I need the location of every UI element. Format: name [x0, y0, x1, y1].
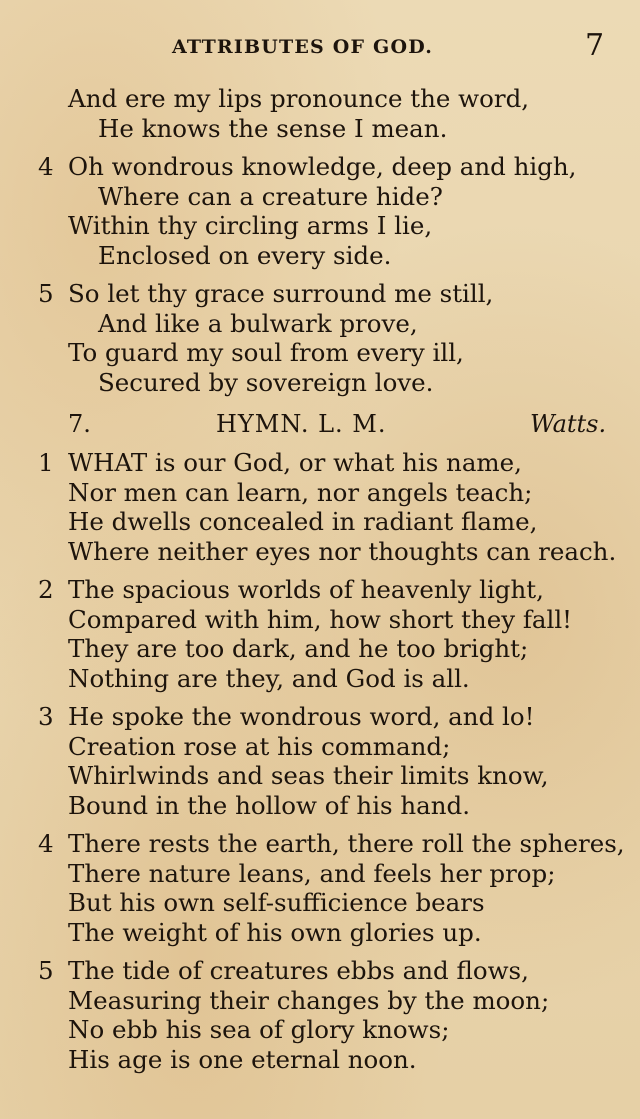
verse-text: Enclosed on every side. [98, 240, 392, 270]
verse-line [38, 918, 628, 948]
stanza-number: 5 [38, 956, 54, 985]
verse-line [38, 791, 628, 821]
verse-text: Where neither eyes nor thoughts can reach. [68, 536, 617, 566]
verse-line [38, 1015, 628, 1045]
verse-line [38, 338, 628, 368]
verse-line [38, 507, 628, 537]
running-head [0, 30, 640, 64]
stanza [38, 829, 628, 947]
verse-line [38, 448, 628, 478]
verse-text: Within thy circling arms I lie, [68, 211, 433, 240]
verse-line [38, 575, 628, 605]
verse-text: The tide of creatures ebbs and flows, [68, 956, 529, 985]
verse-text: Nothing are they, and God is all. [68, 663, 470, 693]
verse-line [38, 986, 628, 1016]
verse-text: No ebb his sea of glory knows; [68, 1015, 450, 1044]
verse-line [38, 152, 628, 182]
verse-line [38, 211, 628, 241]
verse-line [38, 309, 628, 339]
stanza-number: 1 [38, 448, 54, 477]
hymn-title: HYMN. L. M. [216, 410, 387, 438]
verse-line [38, 956, 628, 986]
verse-line [38, 279, 628, 309]
stanza [38, 84, 628, 143]
verse-text: Where can a creature hide? [98, 181, 443, 211]
verse-text: Nor men can learn, nor angels teach; [68, 477, 533, 507]
verse-text: He knows the sense I mean. [98, 113, 448, 143]
verse-text: He spoke the wondrous word, and lo! [68, 702, 535, 731]
verse-line [38, 241, 628, 271]
verse-text: And ere my lips pronounce the word, [68, 84, 530, 113]
verse-line [38, 664, 628, 694]
stanza-number: 4 [38, 152, 54, 181]
verse-text: Whirlwinds and seas their limits know, [68, 761, 549, 790]
stanza [38, 279, 628, 397]
stanza [38, 956, 628, 1074]
verse-text: They are too dark, and he too bright; [68, 634, 529, 663]
verse-line [38, 634, 628, 664]
verse-line [38, 888, 628, 918]
verse-text: Bound in the hollow of his hand. [68, 790, 471, 820]
verse-line [38, 114, 628, 144]
verse-line [38, 1045, 628, 1075]
verse-line [38, 182, 628, 212]
verse-line [38, 702, 628, 732]
verse-line [38, 732, 628, 762]
verse-line [38, 84, 628, 114]
verse-text: To guard my soul from every ill, [68, 338, 464, 367]
hymn-heading [38, 402, 628, 448]
page-number: 7 [585, 28, 605, 63]
hymn-stanzas [38, 448, 628, 1074]
verse-text: There nature leans, and feels her prop; [68, 858, 556, 888]
verse-text: His age is one eternal noon. [68, 1044, 417, 1074]
verse-text: Oh wondrous knowledge, deep and high, [68, 152, 577, 181]
stanza [38, 702, 628, 820]
verse-text: But his own self-sufficience bears [68, 888, 485, 917]
verse-line [38, 829, 628, 859]
stanza [38, 448, 628, 566]
verse-text: So let thy grace surround me still, [68, 279, 494, 308]
verse-text: There rests the earth, there roll the spheres, [68, 829, 625, 858]
continued-hymn [38, 84, 628, 406]
verse-line [38, 761, 628, 791]
verse-text: WHAT is our God, or what his name, [68, 448, 522, 477]
verse-line [38, 478, 628, 508]
verse-line [38, 368, 628, 398]
running-title: ATTRIBUTES OF GOD. [172, 36, 434, 58]
verse-text: Measuring their changes by the moon; [68, 985, 550, 1015]
verse-text: And like a bulwark prove, [98, 308, 418, 338]
verse-text: Creation rose at his command; [68, 731, 451, 761]
verse-line [38, 537, 628, 567]
hymn-author: Watts. [530, 410, 607, 438]
stanza-number: 2 [38, 575, 54, 604]
verse-text: The weight of his own glories up. [68, 917, 482, 947]
stanza-number: 5 [38, 279, 54, 308]
stanza-number: 4 [38, 829, 54, 858]
verse-text: The spacious worlds of heavenly light, [68, 575, 544, 604]
verse-text: He dwells concealed in radiant flame, [68, 507, 538, 536]
stanza-number: 3 [38, 702, 54, 731]
verse-line [38, 859, 628, 889]
stanza [38, 575, 628, 693]
hymn-number: 7. [68, 410, 91, 438]
verse-line [38, 605, 628, 635]
stanza [38, 152, 628, 270]
hymn-7 [38, 402, 628, 1083]
verse-text: Compared with him, how short they fall! [68, 604, 573, 634]
verse-text: Secured by sovereign love. [98, 367, 434, 397]
